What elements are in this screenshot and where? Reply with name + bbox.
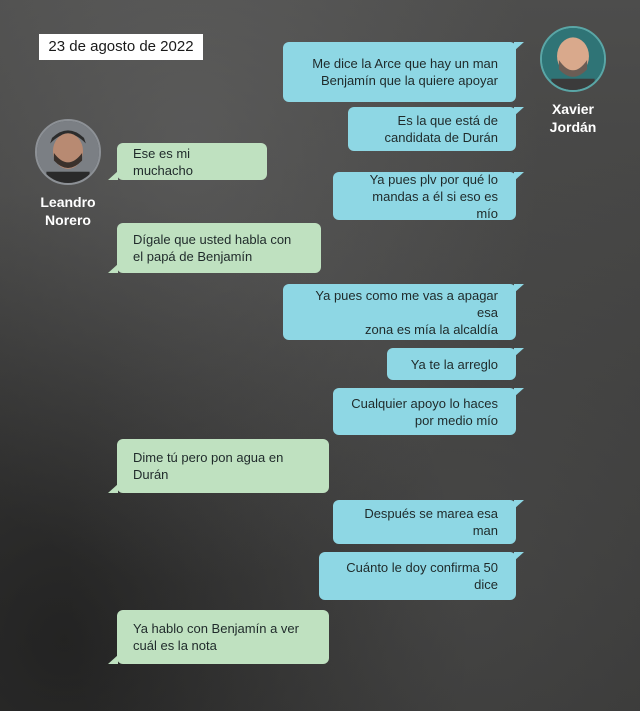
avatar-leandro-norero — [35, 119, 101, 185]
person-portrait-icon — [37, 121, 99, 183]
message-bubble-sent — [387, 348, 516, 380]
message-text: Cualquier apoyo lo haces por medio mío — [351, 395, 498, 428]
message-bubble-received — [117, 143, 267, 180]
message-bubble-sent — [319, 552, 516, 600]
avatar-xavier-jordan — [540, 26, 606, 92]
message-bubble-received — [117, 223, 321, 273]
message-text: Ya pues como me vas a apagar esa zona es mía la alcaldía — [315, 287, 498, 337]
message-text: Ya hablo con Benjamín a ver cuál es la nota — [133, 621, 299, 653]
message-bubble-received — [117, 439, 329, 493]
message-bubble-sent — [283, 42, 516, 102]
message-text: Cuánto le doy confirma 50 dice — [346, 560, 498, 592]
message-text: Dime tú pero pon agua en Durán — [133, 450, 284, 482]
message-text: Ese es mi muchacho — [133, 145, 193, 178]
date-label: 23 de agosto de 2022 — [39, 34, 203, 60]
message-text: Ya pues plv por qué lo mandas a él si eso es mío — [369, 171, 498, 221]
message-text: Me dice la Arce que hay un man Benjamín que la quiere apoyar — [312, 56, 498, 88]
message-bubble-sent — [333, 172, 516, 220]
message-bubble-sent — [348, 107, 516, 151]
message-bubble-sent — [333, 388, 516, 435]
message-text: Ya te la arreglo — [410, 356, 498, 372]
message-bubble-received — [117, 610, 329, 664]
message-text: Dígale que usted habla con el papá de Benjamín — [133, 232, 292, 264]
participant-name-right: Xavier Jordán — [549, 101, 597, 135]
participant-name-left: Leandro Norero — [40, 194, 96, 228]
message-text: Después se marea esa man — [364, 506, 498, 538]
message-bubble-sent — [283, 284, 516, 340]
message-text: Es la que está de candidata de Durán — [384, 113, 498, 145]
message-bubble-sent — [333, 500, 516, 544]
person-portrait-icon — [542, 28, 604, 90]
